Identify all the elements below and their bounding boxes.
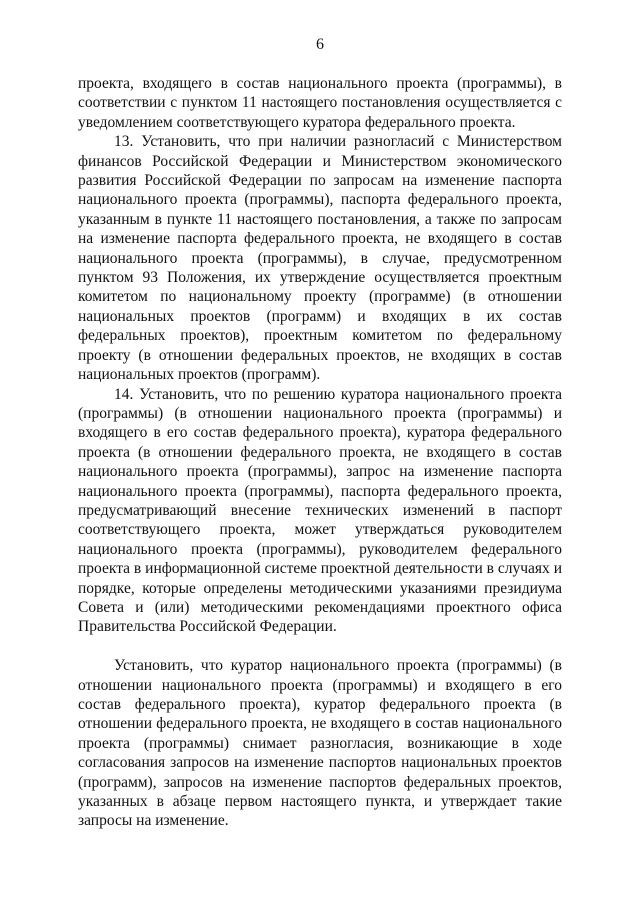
page-number: 6 — [316, 36, 324, 53]
paragraph-item-13: 13. Установить, что при наличии разногласий с Министерством финансов Российской Федерации и Министерством экономического развития Российской Федерации по запросам на изменение паспорта национального проекта (программы), паспорта федерального проекта, указанным в пункте 11 настоящего постановления, а также по запросам на изменение паспорта федерального проекта, не входящего в состав национального проекта (программы), в случае, предусмотренном пунктом 93 Положения, их утверждение осуществляется проектным комитетом по национальному проекту (программе) (в отношении национальных проектов (программ) и входящих в их состав федеральных проектов), проектным комитетом по федеральному проекту (в отношении федеральных проектов, не входящих в состав национальных проектов (программ). — [78, 133, 562, 384]
paragraph-continuation: проекта, входящего в состав национального проекта (программы), в соответствии с пунктом 11 настоящего постановления осуществляется с уведомлением соответствующего куратора федерального проекта. — [78, 75, 562, 131]
paragraph-item-14: 14. Установить, что по решению куратора национального проекта (программы) (в отношении национального проекта (программы) и входящего в его состав федерального проекта), куратора федерального проекта (в отношении федерального проекта, не входящего в состав национального проекта (программы), запрос на изменение паспорта национального проекта (программы), паспорта федерального проекта, предусматривающий внесение технических изменений в паспорт соответствующего проекта, может утверждаться руководителем национального проекта (программы), руководителем федерального проекта в информационной системе проектной деятельности в случаях и порядке, которые определены методическими указаниями президиума Совета и (или) методическими рекомендациями проектного офиса Правительства Российской Федерации. — [78, 385, 562, 636]
document-body — [78, 74, 562, 831]
paragraph-item-14-second: Установить, что куратор национального проекта (программы) (в отношении национального проекта (программы) и входящего в его состав федерального проекта), куратор федерального проекта (в отношении федерального проекта, не входящего в состав национального проекта (программы) снимает разногласия, возникающие в ходе согласования запросов на изменение паспортов национальных проектов (программ), запросов на изменение паспортов федеральных проектов, указанных в абзаце первом настоящего пункта, и утверждает такие запросы на изменение. — [78, 657, 562, 830]
